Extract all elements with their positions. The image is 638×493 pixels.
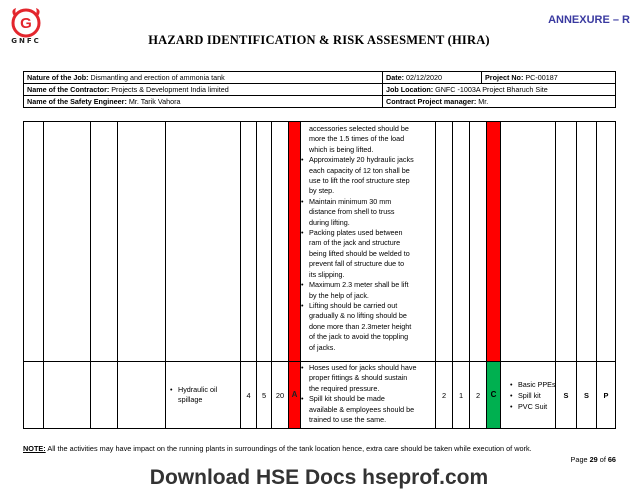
residual-red-column [486, 122, 500, 361]
residual-severity-value: 2 [441, 391, 447, 400]
safety-engineer-cell: Name of the Safety Engineer: Mr. Tarik Vahora [24, 96, 383, 108]
control-measures-spillage [301, 363, 447, 425]
ppe-item: • Spill kit [510, 390, 556, 401]
ppe-list [510, 379, 556, 412]
hira-table [23, 121, 616, 429]
responsibility-1: S [563, 391, 569, 400]
job-nature-cell: Nature of the Job: Dismantling and erection of ammonia tank [24, 72, 383, 84]
hazard-bullet: • Hydraulic oil spillage [170, 385, 218, 404]
responsibility-2: S [584, 391, 589, 400]
control-bullet: • Maintain minimum 30 mm distance from shell to truss during lifting. [301, 197, 447, 228]
job-location-cell: Job Location: GNFC -1003A Project Bharuch Site [383, 84, 616, 96]
page-title: HAZARD IDENTIFICATION & RISK ASSESMENT (HIRA) [148, 33, 490, 47]
annexure-label: ANNEXURE – R [548, 14, 630, 26]
control-bullet: • Approximately 20 hydraulic jacks each capacity of 12 ton shall be use to lift the roof structure step by step. [301, 155, 447, 197]
residual-likelihood-value: 1 [458, 391, 464, 400]
control-bullet: • Hoses used for jacks should have proper fittings & should sustain the required pressure. [301, 363, 447, 394]
control-bullet: • Spill kit should be made available & employees should be trained to use the same. [301, 394, 447, 425]
responsibility-3: P [603, 391, 609, 400]
job-info-table [23, 71, 616, 108]
svg-text:G: G [20, 15, 32, 32]
hazard-hydraulic-oil-spillage [170, 385, 217, 405]
likelihood-value: 5 [261, 391, 267, 400]
risk-level-value: A [291, 390, 298, 399]
residual-level-value: C [490, 390, 497, 399]
residual-risk-value: 2 [475, 391, 481, 400]
control-line: accessories selected should be [309, 124, 409, 133]
control-line: which is being lifted. [309, 144, 374, 154]
note-text: All the activities may have impact on the running plants in surroundings of the tank location hence, extra care should be taken while execution of work. [45, 444, 532, 453]
project-manager-cell: Contract Project manager: Mr. [383, 96, 616, 108]
risk-value: 20 [275, 391, 285, 400]
control-bullet: • Packing plates used between ram of the jack and structure being lifted should be welded to prevent fall of structure due to its slipping. [301, 228, 447, 280]
project-no-cell: Project No: PC-00187 [482, 72, 616, 84]
control-line: more the 1.5 times of the load [309, 134, 405, 144]
severity-value: 4 [246, 391, 251, 400]
contractor-cell: Name of the Contractor: Projects & Development India limited [24, 84, 383, 96]
download-banner[interactable]: Download HSE Docs hseprof.com [149, 466, 489, 489]
control-measures-continued [301, 124, 447, 353]
control-bullet: • Maximum 2.3 meter shall be lift by the help of jack. [301, 280, 447, 301]
ppe-item: • Basic PPEs [510, 379, 556, 390]
page-number: Page 29 of 66 [570, 455, 616, 464]
ppe-item: • PVC Suit [510, 401, 556, 412]
note-label: NOTE: [23, 444, 46, 453]
control-bullet: • Lifting should be carried out gradually & no lifting should be done more than 2.3meter height of the jack to avoid the toppling of jacks. [301, 301, 447, 353]
risk-level-red-column [288, 122, 300, 428]
note [23, 444, 532, 453]
logo-text: GNFC [11, 37, 41, 45]
date-cell: Date: 02/12/2020 [383, 72, 482, 84]
